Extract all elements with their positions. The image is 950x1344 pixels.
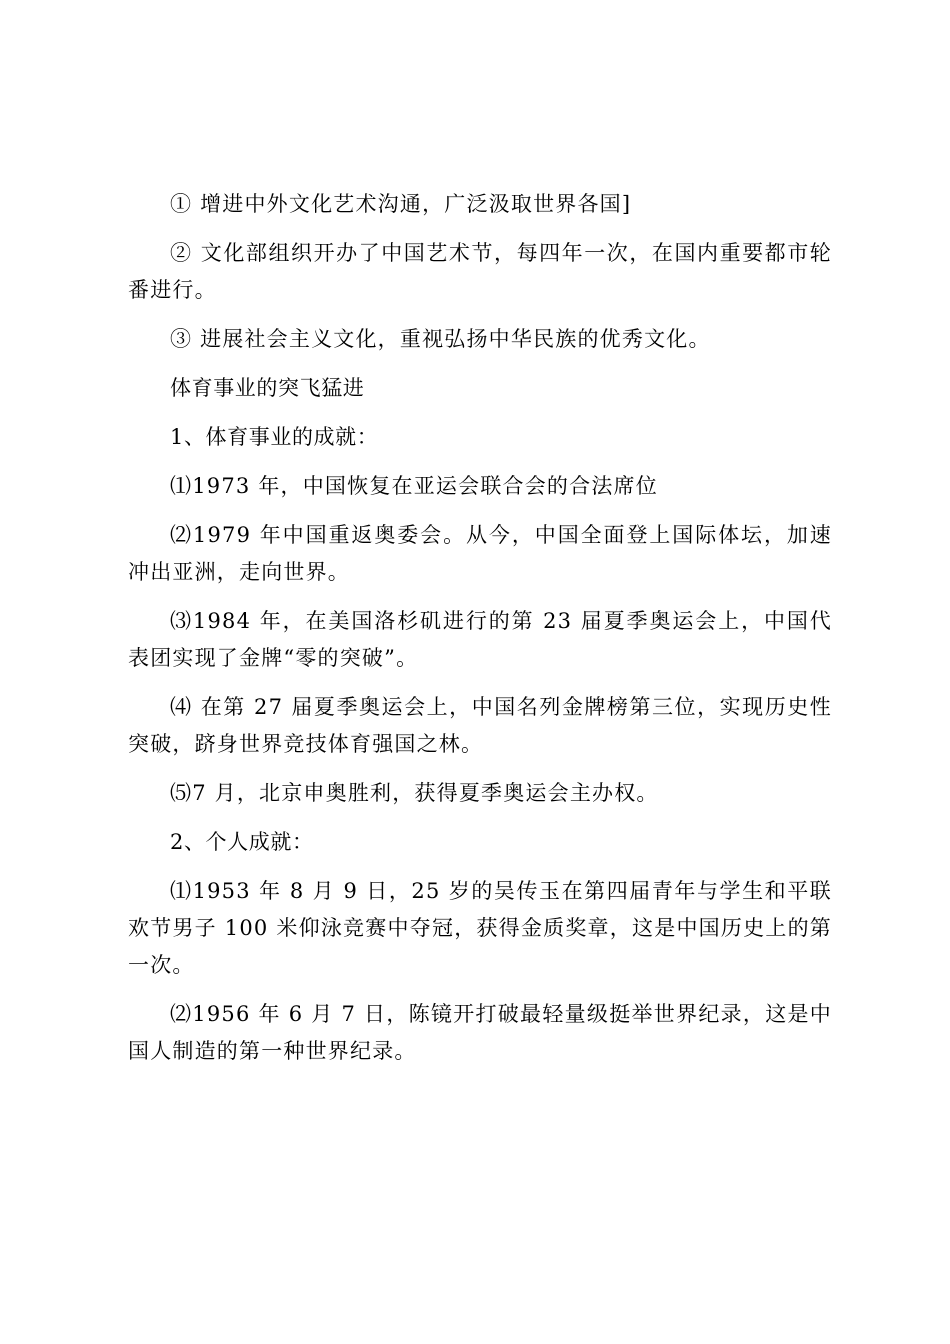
paragraph-socialist-culture: ③ 进展社会主义文化，重视弘扬中华民族的优秀文化。 <box>170 327 711 351</box>
paragraph-27th-olympics: ⑷ 在第 27 届夏季奥运会上，中国名列金牌榜第三位，实现历史性突破，跻身世界竞技体育强国之林。 <box>128 695 832 756</box>
paragraph-beijing-bid: ⑸7 月，北京申奥胜利，获得夏季奥运会主办权。 <box>170 781 659 805</box>
paragraph-1979-olympic-committee: ⑵1979 年中国重返奥委会。从今，中国全面登上国际体坛，加速冲出亚洲，走向世界。 <box>128 523 832 584</box>
paragraph-1984-olympics: ⑶1984 年，在美国洛杉矶进行的第 23 届夏季奥运会上，中国代表团实现了金牌“零的突破”。 <box>128 609 832 670</box>
section-heading-sports: 体育事业的突飞猛进 <box>170 376 365 400</box>
paragraph-1953-wu-chuanyu: ⑴1953 年 8 月 9 日，25 岁的吴传玉在第四届青年与学生和平联欢节男子 100 米仰泳竞赛中夺冠，获得金质奖章，这是中国历史上的第一次。 <box>128 879 832 977</box>
subheading-sports-achievements: 1、体育事业的成就： <box>170 425 379 449</box>
paragraph-arts-festival: ② 文化部组织开办了中国艺术节，每四年一次，在国内重要都市轮番进行。 <box>128 241 832 302</box>
paragraph-1973-asian-games: ⑴1973 年，中国恢复在亚运会联合会的合法席位 <box>170 474 658 498</box>
subheading-personal-achievements: 2、个人成就： <box>170 830 314 854</box>
paragraph-culture-exchange: ① 增进中外文化艺术沟通，广泛汲取世界各国] <box>170 192 632 216</box>
paragraph-1956-chen-jingkai: ⑵1956 年 6 月 7 日，陈镜开打破最轻量级挺举世界纪录，这是中国人制造的第一种世界纪录。 <box>128 1002 832 1063</box>
document-body <box>128 186 832 1082</box>
